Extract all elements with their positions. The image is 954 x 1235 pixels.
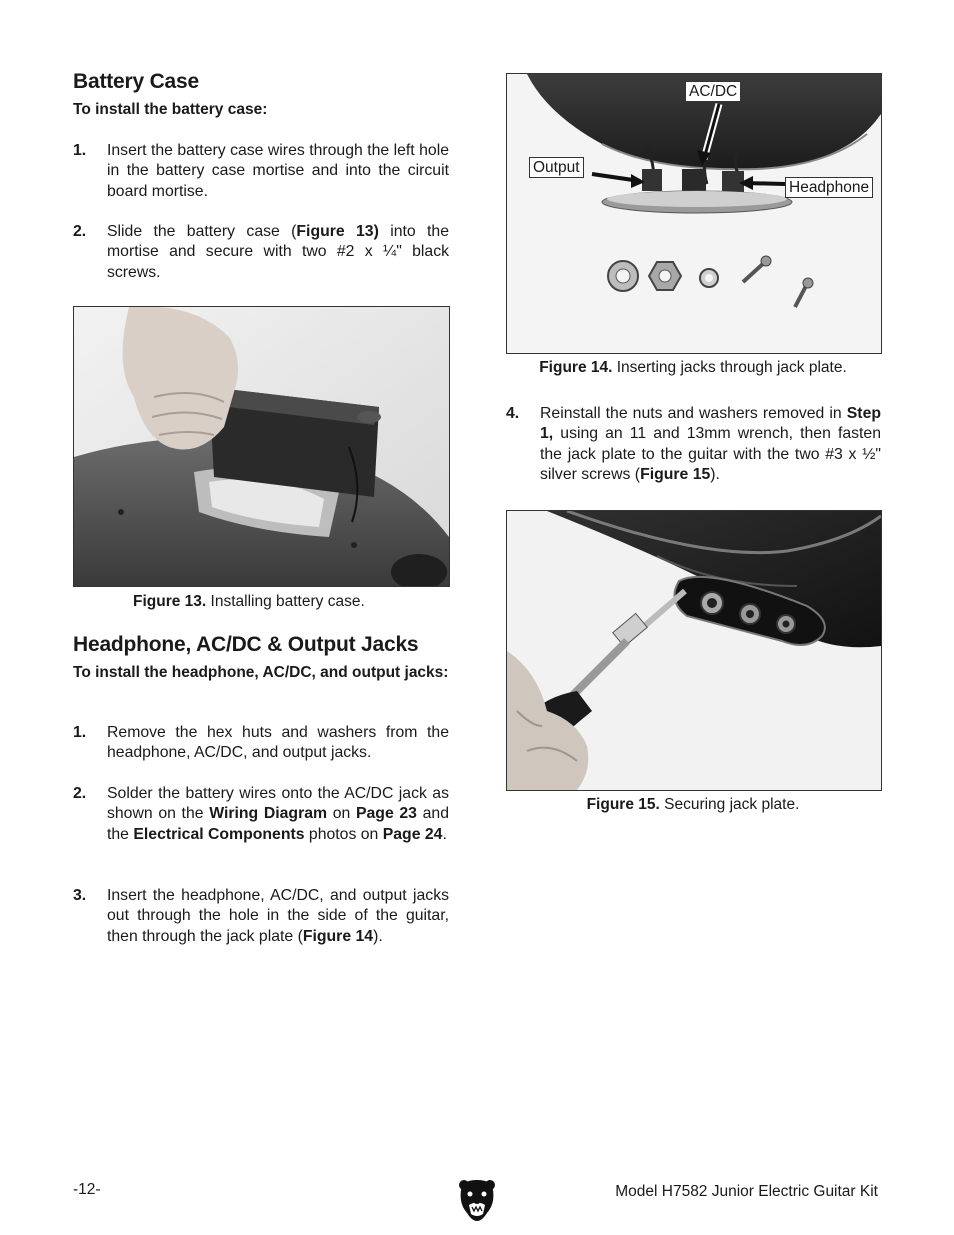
callout-output: Output: [529, 157, 584, 178]
step-number: 4.: [506, 405, 520, 422]
jack-plate-photo-illustration: [507, 74, 881, 353]
callout-headphone: Headphone: [785, 177, 873, 198]
battery-step-2: [73, 222, 449, 284]
jacks-step-2: [73, 784, 449, 866]
step-text: Remove the hex huts and washers from the headphone, AC/DC, and output jacks.: [107, 724, 449, 762]
step-number: 3.: [73, 887, 87, 904]
figure-13-caption: Figure 13. Installing battery case.: [133, 593, 365, 610]
step-text: Insert the battery case wires through the left hole in the battery case mortise and into the circuit board mortise.: [107, 142, 449, 200]
battery-case-subheading: To install the battery case:: [73, 101, 268, 118]
battery-step-1: [73, 141, 449, 203]
jacks-heading: Headphone, AC/DC & Output Jacks: [73, 633, 419, 656]
jacks-subheading: To install the headphone, AC/DC, and output jacks:: [73, 664, 449, 681]
step-text: Reinstall the nuts and washers removed in Step 1, using an 11 and 13mm wrench, then fasten the jack plate to the guitar with the two #3 x ½" silver screws (Figure 15).: [540, 405, 881, 483]
figure-15-photo: [506, 510, 882, 791]
figure-14-caption: Figure 14. Inserting jacks through jack plate.: [539, 359, 847, 376]
step-number: 1.: [73, 142, 87, 159]
battery-case-heading: Battery Case: [73, 70, 199, 93]
jacks-step-1: [73, 723, 449, 765]
bear-head-logo-icon: [458, 1178, 496, 1222]
step-number: 1.: [73, 724, 87, 741]
step-number: 2.: [73, 223, 87, 240]
jacks-step-4: [506, 404, 881, 486]
screwdriver-photo-illustration: [507, 511, 881, 790]
model-title: Model H7582 Junior Electric Guitar Kit: [615, 1183, 878, 1200]
figure-15-caption: Figure 15. Securing jack plate.: [586, 796, 800, 813]
page-number: -12-: [73, 1181, 101, 1198]
figure-13-photo: [73, 306, 450, 587]
figure-14-photo: [506, 73, 882, 354]
callout-acdc: AC/DC: [685, 81, 741, 102]
battery-case-photo-illustration: [74, 307, 449, 586]
step-number: 2.: [73, 785, 87, 802]
step-text: Insert the headphone, AC/DC, and output jacks out through the hole in the side of the guitar, then through the jack plate (Figure 14).: [107, 887, 449, 945]
step-text: Slide the battery case (Figure 13) into the mortise and secure with two #2 x ¼" black screws.: [107, 223, 449, 281]
jacks-step-3: [73, 886, 449, 968]
step-text: Solder the battery wires onto the AC/DC jack as shown on the Wiring Diagram on Page 23 and the Electrical Components photos on Page 24.: [107, 785, 449, 843]
